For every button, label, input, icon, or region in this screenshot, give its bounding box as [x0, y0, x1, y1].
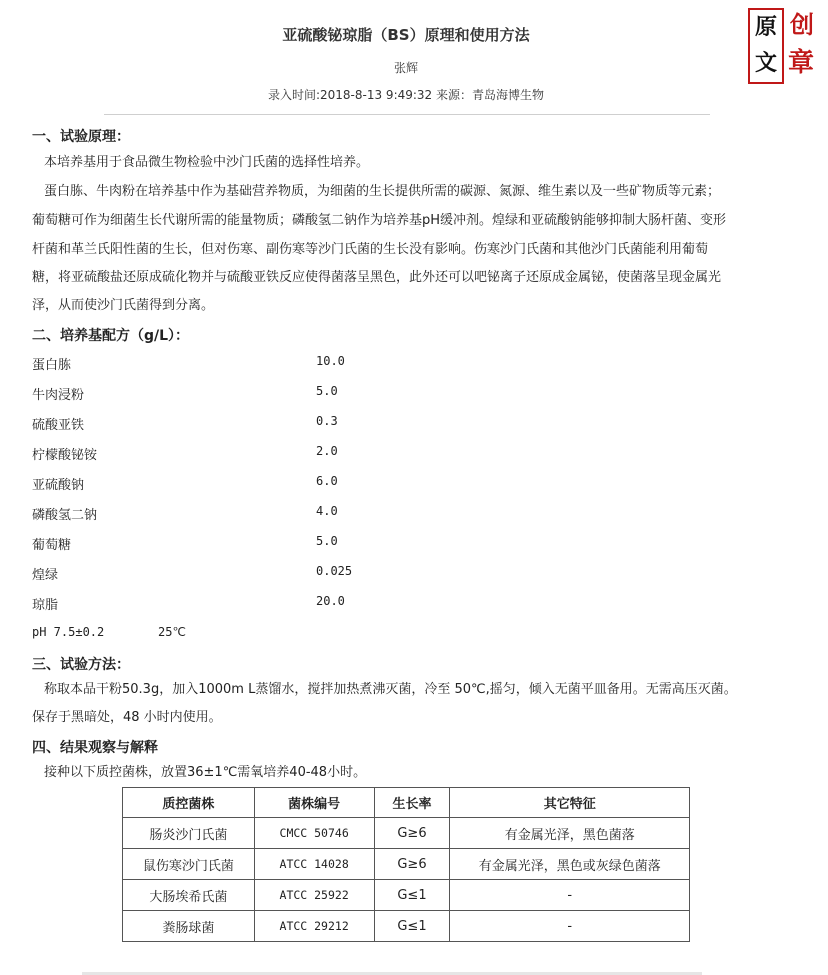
table-cell: 粪肠球菌	[123, 911, 255, 942]
section-heading-method: 三、试验方法：	[32, 657, 130, 673]
ingredient-name: 葡萄糖	[32, 538, 72, 553]
principle-line: 葡萄糖可作为细菌生长代谢所需的能量物质；磷酸氢二钠作为培养基pH缓冲剂。煌绿和亚硫酸钠能够抑制大肠杆菌、变形	[32, 213, 727, 228]
ingredient-value: 0.3	[316, 414, 338, 428]
table-cell: 肠炎沙门氏菌	[123, 818, 255, 849]
table-cell: CMCC 50746	[254, 818, 374, 849]
table-cell: -	[450, 911, 690, 942]
stamp-char: 原	[755, 14, 778, 40]
ingredient-name: 柠檬酸铋铵	[32, 448, 98, 463]
table-cell: 有金属光泽，黑色菌落	[450, 818, 690, 849]
ph-temperature: 25℃	[158, 625, 186, 639]
column-header: 质控菌株	[123, 788, 255, 818]
table-cell: 大肠埃希氏菌	[123, 880, 255, 911]
principle-line: 泽，从而使沙门氏菌得到分离。	[32, 298, 215, 313]
table-cell: ATCC 29212	[254, 911, 374, 942]
section-heading-results: 四、结果观察与解释	[32, 740, 158, 756]
table-row	[123, 911, 690, 942]
section-heading-principle: 一、试验原理：	[32, 129, 130, 145]
ingredient-value: 4.0	[316, 504, 338, 518]
table-row	[123, 849, 690, 880]
article-title: 亚硫酸铋琼脂（BS）原理和使用方法	[282, 26, 530, 44]
principle-paragraph-1: 本培养基用于食品微生物检验中沙门氏菌的选择性培养。	[44, 155, 370, 170]
method-line: 保存于黑暗处，48 小时内使用。	[32, 710, 222, 725]
ingredient-value: 2.0	[316, 444, 338, 458]
table-cell: G≤1	[374, 911, 450, 942]
ingredient-name: 磷酸氢二钠	[32, 508, 98, 523]
ingredient-name: 牛肉浸粉	[32, 388, 85, 403]
table-cell: -	[450, 880, 690, 911]
table-cell: G≥6	[374, 849, 450, 880]
ingredient-name: 硫酸亚铁	[32, 418, 85, 433]
table-header-row	[123, 788, 690, 818]
principle-line: 糖，将亚硫酸盐还原成硫化物并与硫酸亚铁反应使得菌落呈黑色，此外还可以吧铋离子还原成金属铋，使菌落呈现金属光	[32, 270, 722, 285]
ingredient-value: 10.0	[316, 354, 345, 368]
ingredient-value: 20.0	[316, 594, 345, 608]
ph-value: pH 7.5±0.2	[32, 625, 105, 639]
column-header: 其它特征	[450, 788, 690, 818]
title-divider	[104, 114, 710, 115]
table-row	[123, 818, 690, 849]
ph-row	[32, 625, 186, 639]
ingredient-name: 煌绿	[32, 568, 59, 583]
section-heading-formula: 二、培养基配方（g/L）：	[32, 328, 190, 344]
table-cell: G≤1	[374, 880, 450, 911]
article-meta: 录入时间:2018-8-13 9:49:32 来源：青岛海博生物	[267, 88, 545, 102]
ingredient-name: 亚硫酸钠	[32, 478, 85, 493]
quality-control-table	[122, 787, 690, 942]
method-line: 称取本品干粉50.3g，加入1000m L蒸馏水，搅拌加热煮沸灭菌，冷至 50℃,摇匀，倾入无菌平皿备用。无需高压灭菌。	[44, 682, 737, 697]
ingredient-value: 5.0	[316, 534, 338, 548]
results-intro: 接种以下质控菌株，放置36±1℃需氧培养40-48小时。	[44, 765, 367, 780]
ingredient-name: 琼脂	[32, 598, 59, 613]
stamp-char: 创	[790, 10, 814, 39]
table-cell: 有金属光泽，黑色或灰绿色菌落	[450, 849, 690, 880]
article-author: 张辉	[393, 61, 418, 75]
column-header: 菌株编号	[254, 788, 374, 818]
table-row	[123, 880, 690, 911]
principle-line: 杆菌和革兰氏阳性菌的生长，但对伤寒、副伤寒等沙门氏菌的生长没有影响。伤寒沙门氏菌和其他沙门氏菌能利用葡萄	[32, 242, 709, 257]
ingredient-value: 0.025	[316, 564, 353, 578]
original-article-stamp	[748, 8, 820, 84]
ingredient-value: 6.0	[316, 474, 338, 488]
ingredient-name: 蛋白胨	[32, 358, 72, 373]
table-cell: 鼠伤寒沙门氏菌	[123, 849, 255, 880]
column-header: 生长率	[374, 788, 450, 818]
stamp-char: 章	[788, 48, 815, 78]
ingredient-value: 5.0	[316, 384, 338, 398]
principle-line: 蛋白胨、牛肉粉在培养基中作为基础营养物质，为细菌的生长提供所需的碳源、氮源、维生素以及一些矿物质等元素；	[44, 184, 721, 199]
table-cell: ATCC 25922	[254, 880, 374, 911]
table-cell: ATCC 14028	[254, 849, 374, 880]
stamp-char: 文	[755, 50, 778, 76]
table-cell: G≥6	[374, 818, 450, 849]
